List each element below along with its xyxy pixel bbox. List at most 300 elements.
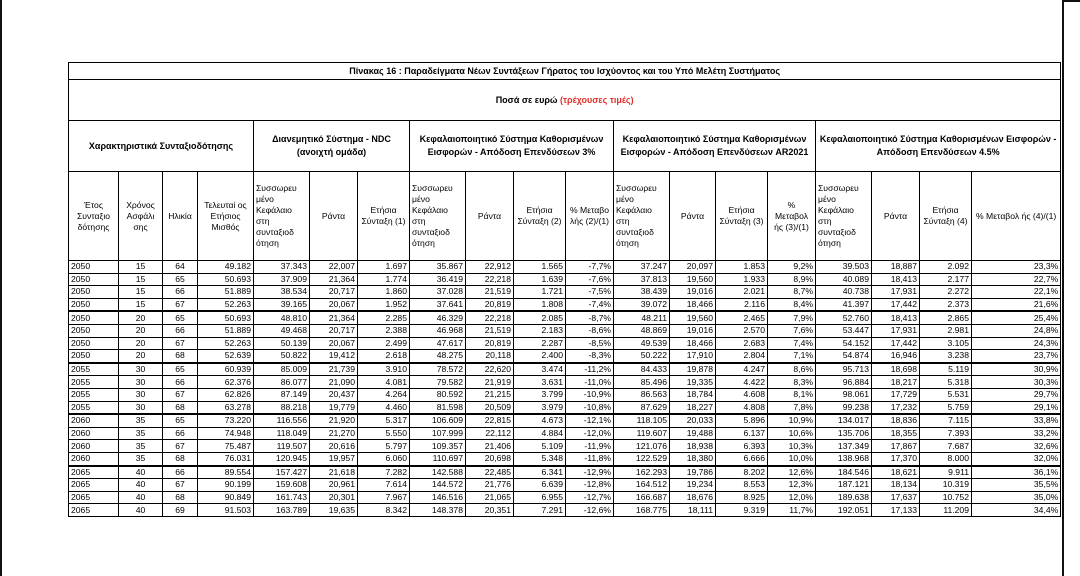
subtitle-highlight: (τρέχουσες τιμές)	[559, 95, 634, 105]
table-cell: 144.572	[410, 479, 466, 492]
table-cell: 86.563	[614, 388, 670, 401]
table-cell: 146.516	[410, 491, 466, 504]
table-cell: 64	[163, 261, 198, 274]
table-cell: 4.247	[716, 363, 768, 376]
table-cell: 17,931	[872, 324, 920, 337]
table-cell: 1.639	[514, 273, 566, 286]
table-cell: 18,938	[670, 440, 716, 453]
table-cell: 1.697	[358, 261, 410, 274]
table-row	[69, 479, 1061, 492]
table-cell: 17,232	[872, 401, 920, 414]
table-cell: 2.085	[514, 311, 566, 324]
table-row	[69, 376, 1061, 389]
table-cell: 48.211	[614, 311, 670, 324]
table-row	[69, 388, 1061, 401]
table-cell: 20,118	[466, 350, 514, 363]
table-cell: 2.092	[920, 261, 972, 274]
table-cell: 51.889	[198, 324, 254, 337]
table-cell: 20,819	[466, 298, 514, 311]
table-cell: 22,912	[466, 261, 514, 274]
table-cell: 67	[163, 337, 198, 350]
table-cell: 22,620	[466, 363, 514, 376]
table-cell: 3.105	[920, 337, 972, 350]
table-cell: 32,0%	[972, 452, 1061, 465]
table-cell: 2.272	[920, 286, 972, 299]
table-cell: 49.182	[198, 261, 254, 274]
table-cell: 68	[163, 350, 198, 363]
table-cell: 50.693	[198, 311, 254, 324]
table-cell: 5.318	[920, 376, 972, 389]
table-cell: 19,878	[670, 363, 716, 376]
column-header: Ετήσια Σύνταξη (2)	[514, 172, 566, 261]
table-cell: 67	[163, 298, 198, 311]
table-cell: 48.810	[254, 311, 310, 324]
table-cell: 118.049	[254, 427, 310, 440]
table-cell: 8,1%	[768, 388, 816, 401]
table-cell: 10,0%	[768, 452, 816, 465]
table-cell: 35.867	[410, 261, 466, 274]
page-edge-right	[1062, 0, 1064, 576]
table-cell: 48.275	[410, 350, 466, 363]
table-cell: 52.263	[198, 337, 254, 350]
table-cell: 4.460	[358, 401, 410, 414]
table-cell: 21,739	[310, 363, 358, 376]
table-cell: 4.081	[358, 376, 410, 389]
table-cell: 50.139	[254, 337, 310, 350]
table-cell: 10,9%	[768, 414, 816, 427]
column-header: Ετήσια Σύνταξη (4)	[920, 172, 972, 261]
table-cell: 95.713	[816, 363, 872, 376]
table-cell: 19,957	[310, 452, 358, 465]
table-cell: 35	[119, 452, 163, 465]
table-cell: 2050	[69, 311, 119, 324]
table-cell: 161.743	[254, 491, 310, 504]
table-cell: 53.447	[816, 324, 872, 337]
table-cell: -7,4%	[566, 298, 614, 311]
table-cell: 22,218	[466, 273, 514, 286]
table-cell: 19,016	[670, 324, 716, 337]
table-cell: 20	[119, 350, 163, 363]
table-row	[69, 491, 1061, 504]
column-header: Ράντα	[872, 172, 920, 261]
table-cell: 62.826	[198, 388, 254, 401]
table-cell: 73.220	[198, 414, 254, 427]
table-title: Πίνακας 16 : Παραδείγματα Νέων Συντάξεων Γήρατος του Ισχύοντος και του Υπό Μελέτη Συστήματος	[69, 63, 1061, 80]
table-cell: 22,218	[466, 311, 514, 324]
table-cell: 2.683	[716, 337, 768, 350]
table-cell: 24,8%	[972, 324, 1061, 337]
table-cell: 39.072	[614, 298, 670, 311]
table-cell: 19,779	[310, 401, 358, 414]
table-row	[69, 452, 1061, 465]
table-row	[69, 311, 1061, 324]
table-cell: 66	[163, 324, 198, 337]
table-cell: 7.393	[920, 427, 972, 440]
table-cell: 15	[119, 261, 163, 274]
table-cell: 18,784	[670, 388, 716, 401]
table-cell: 5.550	[358, 427, 410, 440]
table-cell: 110.697	[410, 452, 466, 465]
table-cell: 90.199	[198, 479, 254, 492]
pension-table	[68, 62, 1061, 517]
table-cell: 40.089	[816, 273, 872, 286]
table-cell: 2.177	[920, 273, 972, 286]
table-cell: 2.618	[358, 350, 410, 363]
table-cell: 30	[119, 401, 163, 414]
table-cell: 40	[119, 504, 163, 517]
table-cell: 5.531	[920, 388, 972, 401]
table-cell: -12,7%	[566, 491, 614, 504]
table-cell: 10,3%	[768, 440, 816, 453]
table-cell: 37.813	[614, 273, 670, 286]
table-cell: 18,676	[670, 491, 716, 504]
table-cell: 1.860	[358, 286, 410, 299]
table-cell: 157.427	[254, 466, 310, 479]
table-cell: 1.565	[514, 261, 566, 274]
table-row	[69, 273, 1061, 286]
table-cell: 8,3%	[768, 376, 816, 389]
table-cell: 15	[119, 286, 163, 299]
table-cell: 8,6%	[768, 363, 816, 376]
table-cell: 17,910	[670, 350, 716, 363]
table-cell: 134.017	[816, 414, 872, 427]
column-header: Ετήσια Σύνταξη (3)	[716, 172, 768, 261]
column-header: Ράντα	[466, 172, 514, 261]
table-cell: 2.285	[358, 311, 410, 324]
table-cell: 3.799	[514, 388, 566, 401]
table-cell: -8,7%	[566, 311, 614, 324]
table-cell: 29,1%	[972, 401, 1061, 414]
table-cell: 2060	[69, 427, 119, 440]
page-edge-right-top	[1062, 0, 1080, 2]
table-cell: 2.373	[920, 298, 972, 311]
table-cell: 5.896	[716, 414, 768, 427]
table-cell: 22,007	[310, 261, 358, 274]
table-cell: 17,370	[872, 452, 920, 465]
table-cell: 7,9%	[768, 311, 816, 324]
table-cell: 36.419	[410, 273, 466, 286]
table-cell: 18,380	[670, 452, 716, 465]
table-cell: 4.422	[716, 376, 768, 389]
table-cell: 4.808	[716, 401, 768, 414]
table-cell: 20,351	[466, 504, 514, 517]
table-cell: 22,1%	[972, 286, 1061, 299]
column-header: Τελευταί ος Ετήσιος Μισθός	[198, 172, 254, 261]
table-cell: 66	[163, 286, 198, 299]
table-cell: 119.507	[254, 440, 310, 453]
table-cell: 7.282	[358, 466, 410, 479]
page-edge-left	[0, 0, 2, 576]
table-cell: 162.293	[614, 466, 670, 479]
table-cell: 52.639	[198, 350, 254, 363]
column-header: Χρόνος Ασφάλι σης	[119, 172, 163, 261]
group-dc3: Κεφαλαιοποιητικό Σύστημα Καθορισμένων Εισφορών - Απόδοση Επενδύσεων 3%	[410, 121, 614, 172]
table-cell: 19,560	[670, 273, 716, 286]
table-subtitle	[69, 80, 1061, 121]
table-cell: 85.496	[614, 376, 670, 389]
table-cell: 34,4%	[972, 504, 1061, 517]
table-row	[69, 298, 1061, 311]
table-cell: 8.342	[358, 504, 410, 517]
table-cell: 74.948	[198, 427, 254, 440]
table-row	[69, 414, 1061, 427]
table-cell: 62.376	[198, 376, 254, 389]
table-row	[69, 401, 1061, 414]
table-cell: 2050	[69, 298, 119, 311]
table-cell: 5.759	[920, 401, 972, 414]
table-cell: 120.945	[254, 452, 310, 465]
table-cell: 7.115	[920, 414, 972, 427]
table-cell: 2065	[69, 466, 119, 479]
table-cell: 22,7%	[972, 273, 1061, 286]
table-cell: 65	[163, 311, 198, 324]
table-cell: 138.968	[816, 452, 872, 465]
table-cell: 54.152	[816, 337, 872, 350]
table-cell: 16,946	[872, 350, 920, 363]
table-cell: 21,519	[466, 286, 514, 299]
table-cell: 118.105	[614, 414, 670, 427]
table-cell: 6.060	[358, 452, 410, 465]
table-cell: 2.021	[716, 286, 768, 299]
table-cell: 12,6%	[768, 466, 816, 479]
table-cell: 168.775	[614, 504, 670, 517]
table-cell: 30	[119, 363, 163, 376]
table-cell: 5.348	[514, 452, 566, 465]
table-cell: 52.760	[816, 311, 872, 324]
table-cell: 2.499	[358, 337, 410, 350]
table-cell: 20	[119, 311, 163, 324]
group-dcar: Κεφαλαιοποιητικό Σύστημα Καθορισμένων Εισφορών - Απόδοση Επενδύσεων AR2021	[614, 121, 816, 172]
table-cell: 4.884	[514, 427, 566, 440]
table-cell: 23,3%	[972, 261, 1061, 274]
table-cell: 19,016	[670, 286, 716, 299]
table-cell: 20,961	[310, 479, 358, 492]
table-cell: 148.378	[410, 504, 466, 517]
table-cell: 67	[163, 388, 198, 401]
column-header: Ράντα	[310, 172, 358, 261]
table-cell: 7.614	[358, 479, 410, 492]
table-cell: 1.952	[358, 298, 410, 311]
table-cell: 50.222	[614, 350, 670, 363]
table-cell: 20,616	[310, 440, 358, 453]
table-cell: 17,867	[872, 440, 920, 453]
table-row	[69, 504, 1061, 517]
table-cell: 119.607	[614, 427, 670, 440]
table-cell: 11,7%	[768, 504, 816, 517]
table-cell: -8,6%	[566, 324, 614, 337]
table-cell: 8.202	[716, 466, 768, 479]
table-cell: 2055	[69, 363, 119, 376]
table-cell: 54.874	[816, 350, 872, 363]
table-cell: 5.109	[514, 440, 566, 453]
column-header: Ράντα	[670, 172, 716, 261]
table-cell: -7,7%	[566, 261, 614, 274]
table-cell: 21,215	[466, 388, 514, 401]
table-cell: 6.666	[716, 452, 768, 465]
table-cell: 8,4%	[768, 298, 816, 311]
table-cell: 17,931	[872, 286, 920, 299]
table-cell: 20,717	[310, 286, 358, 299]
table-cell: 35,5%	[972, 479, 1061, 492]
subtitle-text: Ποσά σε ευρώ	[495, 95, 560, 105]
table-cell: 25,4%	[972, 311, 1061, 324]
table-cell: 68	[163, 491, 198, 504]
table-cell: 32,6%	[972, 440, 1061, 453]
table-cell: 21,406	[466, 440, 514, 453]
table-cell: 20,819	[466, 337, 514, 350]
table-cell: 5.317	[358, 414, 410, 427]
table-cell: -8,3%	[566, 350, 614, 363]
table-cell: 21,364	[310, 311, 358, 324]
table-cell: 2055	[69, 376, 119, 389]
table-cell: 19,786	[670, 466, 716, 479]
table-cell: 37.641	[410, 298, 466, 311]
table-cell: 78.572	[410, 363, 466, 376]
table-cell: 121.076	[614, 440, 670, 453]
table-cell: -7,6%	[566, 273, 614, 286]
table-cell: 20,301	[310, 491, 358, 504]
table-cell: 166.687	[614, 491, 670, 504]
table-cell: 2.570	[716, 324, 768, 337]
table-cell: 87.629	[614, 401, 670, 414]
table-cell: 65	[163, 273, 198, 286]
table-cell: 21,364	[310, 273, 358, 286]
table-cell: 2050	[69, 350, 119, 363]
table-cell: 22,485	[466, 466, 514, 479]
table-cell: 17,637	[872, 491, 920, 504]
column-header: Ηλικία	[163, 172, 198, 261]
table-cell: 89.554	[198, 466, 254, 479]
table-cell: 35	[119, 440, 163, 453]
table-cell: 18,413	[872, 311, 920, 324]
table-cell: 75.487	[198, 440, 254, 453]
table-cell: 163.789	[254, 504, 310, 517]
table-cell: -10,9%	[566, 388, 614, 401]
table-cell: 19,412	[310, 350, 358, 363]
table-row	[69, 286, 1061, 299]
table-cell: 21,065	[466, 491, 514, 504]
table-cell: 18,413	[872, 273, 920, 286]
table-cell: 2.981	[920, 324, 972, 337]
table-cell: 10,6%	[768, 427, 816, 440]
table-cell: 17,442	[872, 298, 920, 311]
column-header: % Μεταβολ ής (4)/(1)	[972, 172, 1061, 261]
table-cell: 137.349	[816, 440, 872, 453]
table-cell: 2.465	[716, 311, 768, 324]
table-cell: 46.968	[410, 324, 466, 337]
table-cell: 2055	[69, 388, 119, 401]
table-cell: 189.638	[816, 491, 872, 504]
table-cell: 2065	[69, 504, 119, 517]
table-cell: 159.608	[254, 479, 310, 492]
table-cell: 38.439	[614, 286, 670, 299]
table-cell: 3.979	[514, 401, 566, 414]
table-cell: 30,9%	[972, 363, 1061, 376]
table-cell: 40	[119, 466, 163, 479]
table-cell: 1.853	[716, 261, 768, 274]
column-header: % Μεταβο λής (2)/(1)	[566, 172, 614, 261]
table-cell: -11,9%	[566, 440, 614, 453]
table-cell: 66	[163, 427, 198, 440]
table-cell: 19,234	[670, 479, 716, 492]
table-cell: 69	[163, 504, 198, 517]
table-cell: 20,033	[670, 414, 716, 427]
column-header: Ετήσια Σύνταξη (1)	[358, 172, 410, 261]
table-cell: 12,0%	[768, 491, 816, 504]
table-cell: 18,466	[670, 337, 716, 350]
table-cell: 9,2%	[768, 261, 816, 274]
table-cell: -12,0%	[566, 427, 614, 440]
table-cell: 142.588	[410, 466, 466, 479]
column-header: Συσσωρευ μένο Κεφάλαιο στη συνταξιοδ ότηση	[614, 172, 670, 261]
table-cell: 40	[119, 479, 163, 492]
table-cell: 67	[163, 479, 198, 492]
table-cell: 50.822	[254, 350, 310, 363]
table-cell: 2.865	[920, 311, 972, 324]
table-cell: 85.009	[254, 363, 310, 376]
table-cell: 18,217	[872, 376, 920, 389]
table-cell: -11,0%	[566, 376, 614, 389]
table-cell: 8.000	[920, 452, 972, 465]
table-cell: 3.631	[514, 376, 566, 389]
table-cell: 84.433	[614, 363, 670, 376]
table-cell: 35,0%	[972, 491, 1061, 504]
table-cell: 96.884	[816, 376, 872, 389]
column-header: Συσσωρευ μένο Κεφάλαιο στη συνταξιοδ ότηση	[410, 172, 466, 261]
table-cell: 37.343	[254, 261, 310, 274]
table-cell: 8.553	[716, 479, 768, 492]
table-cell: 60.939	[198, 363, 254, 376]
table-cell: 21,519	[466, 324, 514, 337]
table-cell: 18,836	[872, 414, 920, 427]
table-cell: 40.738	[816, 286, 872, 299]
table-cell: 2.287	[514, 337, 566, 350]
table-cell: 2.400	[514, 350, 566, 363]
table-cell: 90.849	[198, 491, 254, 504]
table-cell: 8.925	[716, 491, 768, 504]
table-cell: -11,2%	[566, 363, 614, 376]
table-cell: 9.319	[716, 504, 768, 517]
table-cell: 21,618	[310, 466, 358, 479]
table-cell: 49.539	[614, 337, 670, 350]
table-cell: 66	[163, 376, 198, 389]
table-cell: 3.910	[358, 363, 410, 376]
table-cell: 2065	[69, 479, 119, 492]
table-cell: 76.031	[198, 452, 254, 465]
table-cell: 7,1%	[768, 350, 816, 363]
table-cell: 65	[163, 414, 198, 427]
table-cell: 8,9%	[768, 273, 816, 286]
table-cell: 107.999	[410, 427, 466, 440]
table-cell: 19,635	[310, 504, 358, 517]
table-cell: -12,1%	[566, 414, 614, 427]
table-cell: 79.582	[410, 376, 466, 389]
table-cell: 2050	[69, 286, 119, 299]
table-cell: 17,133	[872, 504, 920, 517]
table-cell: 7.291	[514, 504, 566, 517]
table-cell: 18,355	[872, 427, 920, 440]
table-cell: 66	[163, 466, 198, 479]
table-cell: 68	[163, 401, 198, 414]
table-cell: 4.264	[358, 388, 410, 401]
table-cell: 10.319	[920, 479, 972, 492]
table-cell: -12,6%	[566, 504, 614, 517]
table-row	[69, 363, 1061, 376]
table-cell: 30	[119, 388, 163, 401]
table-cell: -12,9%	[566, 466, 614, 479]
table-cell: 1.774	[358, 273, 410, 286]
table-cell: 6.639	[514, 479, 566, 492]
